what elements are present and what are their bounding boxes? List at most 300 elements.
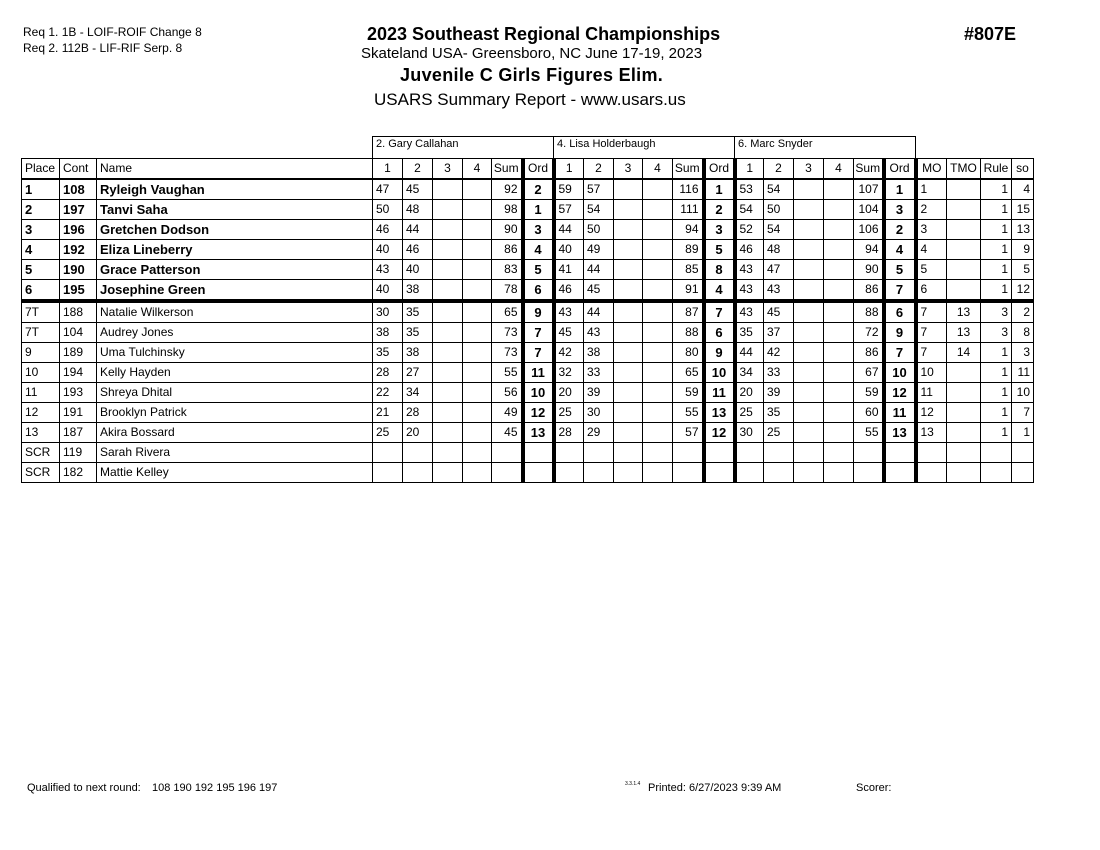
judge-3-sum: 86 [854,280,884,302]
judge-1-score-3 [433,403,463,423]
table-row [22,200,1034,220]
judge-1-label: 2. Gary Callahan [373,137,554,159]
judge-3-ordinal: 11 [884,403,916,423]
printed-timestamp: Printed: 6/27/2023 9:39 AM [648,782,782,794]
judge-1-ordinal [523,463,554,483]
mo-cell [916,463,947,483]
judge-1-score-4 [463,240,492,260]
judge-1-score-1 [373,443,403,463]
judge-3-score-2 [764,463,794,483]
judge-3-sum: 55 [854,423,884,443]
judge-2-score-3 [614,343,643,363]
judge-1-score-4 [463,220,492,240]
mo-cell: 4 [916,240,947,260]
table-row [22,240,1034,260]
table-row [22,383,1034,403]
judge-2-score-3 [614,220,643,240]
name-cell: Sarah Rivera [97,443,373,463]
col-j1-s1: 1 [373,159,403,180]
cont-cell: 108 [60,179,97,200]
col-cont: Cont [60,159,97,180]
judge-1-score-1: 25 [373,423,403,443]
rule-cell: 1 [981,343,1012,363]
judge-3-sum [854,463,884,483]
name-cell: Uma Tulchinsky [97,343,373,363]
judge-2-score-2 [584,443,614,463]
judge-1-score-1: 40 [373,280,403,302]
rule-cell: 3 [981,323,1012,343]
judge-3-ordinal: 12 [884,383,916,403]
judge-3-sum: 67 [854,363,884,383]
tmo-cell [947,240,981,260]
name-cell: Josephine Green [97,280,373,302]
judge-1-score-2: 45 [403,179,433,200]
place-cell: SCR [22,443,60,463]
judge-2-score-3 [614,280,643,302]
qualified-label: Qualified to next round: [27,782,141,794]
so-cell: 15 [1012,200,1034,220]
so-cell: 4 [1012,179,1034,200]
judge-3-ordinal: 1 [884,179,916,200]
judge-3-score-4 [824,240,854,260]
cont-cell: 182 [60,463,97,483]
report-title: USARS Summary Report - www.usars.us [374,90,686,109]
judge-2-score-1: 40 [554,240,584,260]
judge-1-score-3 [433,240,463,260]
so-cell: 12 [1012,280,1034,302]
judge-1-score-2: 34 [403,383,433,403]
judge-1-score-2: 44 [403,220,433,240]
rule-cell: 1 [981,220,1012,240]
rule-cell: 1 [981,240,1012,260]
judge-2-score-2: 50 [584,220,614,240]
judge-2-sum: 80 [673,343,704,363]
requirement-1: Req 1. 1B - LOIF-ROIF Change 8 [23,25,202,39]
cont-cell: 119 [60,443,97,463]
judge-1-score-1: 35 [373,343,403,363]
table-row [22,323,1034,343]
judge-2-ordinal [704,443,735,463]
judge-3-score-2: 54 [764,179,794,200]
judge-1-sum: 73 [492,323,523,343]
qualified-list: 108 190 192 195 196 197 [152,782,278,794]
place-cell: 12 [22,403,60,423]
judge-1-score-3 [433,301,463,323]
judge-2-score-1: 25 [554,403,584,423]
judge-3-score-1: 43 [735,280,764,302]
judge-3-score-3 [794,463,824,483]
so-cell [1012,443,1034,463]
judge-3-score-3 [794,423,824,443]
table-row [22,363,1034,383]
judge-1-sum: 65 [492,301,523,323]
judge-3-score-4 [824,220,854,240]
cont-cell: 187 [60,423,97,443]
judge-1-ordinal: 7 [523,343,554,363]
tmo-cell [947,443,981,463]
judge-2-ordinal: 3 [704,220,735,240]
cont-cell: 197 [60,200,97,220]
judge-2-score-3 [614,323,643,343]
rule-cell: 1 [981,363,1012,383]
mo-cell: 2 [916,200,947,220]
judge-1-sum: 78 [492,280,523,302]
rule-cell: 1 [981,260,1012,280]
col-j2-s4: 4 [643,159,673,180]
col-j3-s3: 3 [794,159,824,180]
name-cell: Audrey Jones [97,323,373,343]
scorer-label: Scorer: [856,782,892,794]
judge-2-score-4 [643,403,673,423]
judge-3-score-1: 46 [735,240,764,260]
name-cell: Brooklyn Patrick [97,403,373,423]
mo-cell: 10 [916,363,947,383]
col-j2-s3: 3 [614,159,643,180]
rule-cell [981,443,1012,463]
judge-1-score-4 [463,463,492,483]
judge-3-score-2: 43 [764,280,794,302]
judge-1-score-2: 35 [403,323,433,343]
judge-2-score-1: 45 [554,323,584,343]
judge-3-sum: 86 [854,343,884,363]
mo-cell: 3 [916,220,947,240]
judge-1-sum: 45 [492,423,523,443]
mo-cell: 13 [916,423,947,443]
rule-cell: 1 [981,423,1012,443]
col-j2-sum: Sum [673,159,704,180]
judge-2-sum: 57 [673,423,704,443]
judge-3-ordinal: 7 [884,280,916,302]
cont-cell: 195 [60,280,97,302]
so-cell: 11 [1012,363,1034,383]
rule-cell [981,463,1012,483]
judge-3-score-3 [794,220,824,240]
col-j2-s1: 1 [554,159,584,180]
table-row [22,280,1034,302]
place-cell: 10 [22,363,60,383]
so-cell: 13 [1012,220,1034,240]
event-title: Juvenile C Girls Figures Elim. [400,65,664,85]
judge-2-score-3 [614,301,643,323]
judge-1-ordinal: 9 [523,301,554,323]
place-cell: 1 [22,179,60,200]
tmo-cell [947,403,981,423]
judge-1-sum: 86 [492,240,523,260]
col-j1-s4: 4 [463,159,492,180]
table-row [22,301,1034,323]
judge-2-sum: 65 [673,363,704,383]
judge-3-sum: 94 [854,240,884,260]
judge-1-ordinal: 2 [523,179,554,200]
judge-1-sum: 90 [492,220,523,240]
place-cell: 4 [22,240,60,260]
place-cell: 7T [22,323,60,343]
name-cell: Shreya Dhital [97,383,373,403]
judge-1-score-4 [463,200,492,220]
judge-1-score-2: 27 [403,363,433,383]
rule-cell: 1 [981,179,1012,200]
judge-1-score-4 [463,363,492,383]
col-j3-s4: 4 [824,159,854,180]
judge-2-ordinal: 4 [704,280,735,302]
judge-3-ordinal: 9 [884,323,916,343]
judge-3-sum [854,443,884,463]
judge-3-score-1: 52 [735,220,764,240]
tmo-cell [947,363,981,383]
judge-header-row [22,137,1034,159]
table-row [22,220,1034,240]
judge-3-score-3 [794,260,824,280]
judge-1-ordinal: 11 [523,363,554,383]
judge-3-score-2: 35 [764,403,794,423]
table-row [22,463,1034,483]
judge-2-score-4 [643,200,673,220]
judge-2-sum: 85 [673,260,704,280]
judge-2-ordinal: 1 [704,179,735,200]
judge-2-score-4 [643,323,673,343]
judge-2-score-2: 49 [584,240,614,260]
name-cell: Tanvi Saha [97,200,373,220]
col-j3-s1: 1 [735,159,764,180]
judge-1-score-1: 28 [373,363,403,383]
judge-1-score-2: 48 [403,200,433,220]
judge-2-score-2: 44 [584,260,614,280]
judge-1-score-2: 46 [403,240,433,260]
mo-cell: 5 [916,260,947,280]
judge-2-score-4 [643,220,673,240]
so-cell: 7 [1012,403,1034,423]
mo-cell: 1 [916,179,947,200]
judge-2-score-1: 20 [554,383,584,403]
judge-2-sum [673,463,704,483]
judge-1-ordinal: 6 [523,280,554,302]
judge-1-score-1: 21 [373,403,403,423]
mo-cell: 12 [916,403,947,423]
place-cell: 3 [22,220,60,240]
so-cell: 1 [1012,423,1034,443]
tmo-cell [947,220,981,240]
judge-1-score-3 [433,220,463,240]
judge-2-ordinal: 9 [704,343,735,363]
judge-3-score-3 [794,443,824,463]
judge-2-ordinal: 6 [704,323,735,343]
judge-2-sum: 88 [673,323,704,343]
place-cell: 9 [22,343,60,363]
judge-3-sum: 60 [854,403,884,423]
judge-3-score-1: 54 [735,200,764,220]
judge-1-sum: 55 [492,363,523,383]
judge-2-score-2: 39 [584,383,614,403]
judge-2-score-4 [643,443,673,463]
judge-1-score-3 [433,383,463,403]
judge-2-score-4 [643,240,673,260]
judge-3-sum: 88 [854,301,884,323]
so-cell [1012,463,1034,483]
so-cell: 5 [1012,260,1034,280]
judge-1-score-1: 46 [373,220,403,240]
judge-2-score-2: 44 [584,301,614,323]
judge-2-score-1: 32 [554,363,584,383]
column-header-row [22,159,1034,180]
cont-cell: 190 [60,260,97,280]
judge-3-score-4 [824,343,854,363]
judge-1-score-4 [463,343,492,363]
judge-1-ordinal: 13 [523,423,554,443]
judge-2-score-4 [643,179,673,200]
judge-1-score-2: 35 [403,301,433,323]
mo-cell: 6 [916,280,947,302]
col-j1-s2: 2 [403,159,433,180]
rule-cell: 1 [981,280,1012,302]
judge-1-score-1: 43 [373,260,403,280]
judge-2-score-2: 29 [584,423,614,443]
judge-1-score-3 [433,363,463,383]
table-row [22,443,1034,463]
place-cell: 13 [22,423,60,443]
championship-title: 2023 Southeast Regional Championships [367,24,721,44]
judge-2-score-1: 42 [554,343,584,363]
judge-3-sum: 107 [854,179,884,200]
judge-1-score-3 [433,200,463,220]
name-cell: Natalie Wilkerson [97,301,373,323]
so-cell: 9 [1012,240,1034,260]
judge-1-ordinal: 7 [523,323,554,343]
judge-2-score-3 [614,423,643,443]
judge-2-score-2: 38 [584,343,614,363]
judge-2-score-1 [554,443,584,463]
judge-1-score-2: 38 [403,343,433,363]
judge-1-score-2: 28 [403,403,433,423]
name-cell: Mattie Kelley [97,463,373,483]
judge-3-score-4 [824,301,854,323]
judge-2-ordinal: 8 [704,260,735,280]
tmo-cell: 13 [947,301,981,323]
results-table [21,136,1034,483]
judge-1-ordinal: 4 [523,240,554,260]
judge-3-score-2: 48 [764,240,794,260]
judge-2-score-4 [643,423,673,443]
judge-2-sum: 111 [673,200,704,220]
judge-1-ordinal: 12 [523,403,554,423]
judge-1-sum: 56 [492,383,523,403]
judge-3-score-4 [824,443,854,463]
judge-1-score-2: 20 [403,423,433,443]
judge-2-ordinal: 13 [704,403,735,423]
judge-3-score-4 [824,179,854,200]
judge-3-score-4 [824,403,854,423]
judge-1-score-2: 38 [403,280,433,302]
judge-1-sum: 83 [492,260,523,280]
judge-3-ordinal: 4 [884,240,916,260]
judge-3-score-2: 47 [764,260,794,280]
judge-1-sum: 73 [492,343,523,363]
judge-1-score-2 [403,443,433,463]
judge-3-score-3 [794,240,824,260]
judge-3-score-1: 43 [735,260,764,280]
judge-3-score-1: 20 [735,383,764,403]
tmo-cell [947,260,981,280]
col-j1-sum: Sum [492,159,523,180]
judge-3-ordinal: 7 [884,343,916,363]
col-j3-ord: Ord [884,159,916,180]
judge-2-score-3 [614,383,643,403]
place-cell: SCR [22,463,60,483]
col-so: so [1012,159,1034,180]
judge-2-score-4 [643,363,673,383]
cont-cell: 194 [60,363,97,383]
rule-cell: 1 [981,383,1012,403]
judge-2-sum: 87 [673,301,704,323]
judge-3-score-3 [794,200,824,220]
judge-1-sum: 92 [492,179,523,200]
tmo-cell [947,179,981,200]
judge-1-score-3 [433,463,463,483]
rule-cell: 1 [981,403,1012,423]
rule-cell: 1 [981,200,1012,220]
judge-2-score-3 [614,240,643,260]
mo-cell [916,443,947,463]
judge-3-ordinal [884,443,916,463]
table-row [22,179,1034,200]
judge-1-score-3 [433,443,463,463]
tmo-cell [947,200,981,220]
col-mo: MO [916,159,947,180]
col-tmo: TMO [947,159,981,180]
judge-3-score-4 [824,260,854,280]
judge-2-score-3 [614,403,643,423]
judge-2-score-1: 57 [554,200,584,220]
name-cell: Gretchen Dodson [97,220,373,240]
place-cell: 6 [22,280,60,302]
place-cell: 7T [22,301,60,323]
judge-2-score-4 [643,260,673,280]
table-row [22,423,1034,443]
so-cell: 10 [1012,383,1034,403]
tmo-cell [947,423,981,443]
judge-2-ordinal: 11 [704,383,735,403]
judge-2-score-3 [614,463,643,483]
judge-3-score-4 [824,423,854,443]
judge-1-ordinal: 1 [523,200,554,220]
judge-1-score-4 [463,383,492,403]
judge-1-score-2: 40 [403,260,433,280]
col-j2-ord: Ord [704,159,735,180]
judge-3-score-3 [794,323,824,343]
judge-2-score-2 [584,463,614,483]
judge-3-score-2: 25 [764,423,794,443]
so-cell: 8 [1012,323,1034,343]
judge-3-sum: 106 [854,220,884,240]
judge-3-score-2: 54 [764,220,794,240]
judge-1-ordinal [523,443,554,463]
judge-3-score-4 [824,383,854,403]
judge-2-score-4 [643,343,673,363]
judge-3-score-2: 39 [764,383,794,403]
judge-2-ordinal [704,463,735,483]
judge-2-score-4 [643,280,673,302]
judge-1-sum: 49 [492,403,523,423]
event-number: #807E [964,24,1017,44]
tmo-cell: 13 [947,323,981,343]
col-name: Name [97,159,373,180]
judge-3-sum: 59 [854,383,884,403]
place-cell: 2 [22,200,60,220]
name-cell: Kelly Hayden [97,363,373,383]
judge-3-ordinal: 10 [884,363,916,383]
judge-3-score-4 [824,463,854,483]
judge-3-score-2: 42 [764,343,794,363]
cont-cell: 196 [60,220,97,240]
